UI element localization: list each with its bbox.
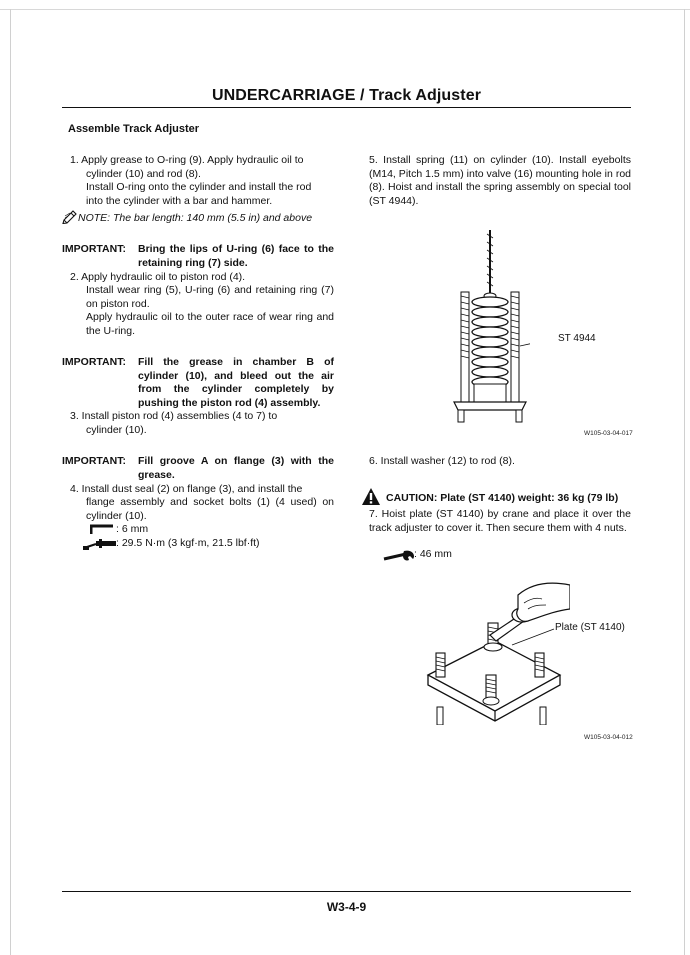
title-rule bbox=[62, 107, 631, 108]
note-text: NOTE: The bar length: 140 mm (5.5 in) and above bbox=[78, 212, 313, 224]
important-label: IMPORTANT: bbox=[62, 243, 126, 255]
step3-line1: 3. Install piston rod (4) assemblies (4 to 7) to bbox=[70, 410, 278, 422]
wrench-icon bbox=[382, 550, 416, 562]
figure2-label: Plate (ST 4140) bbox=[555, 622, 625, 633]
step1-line4: into the cylinder with a bar and hammer. bbox=[86, 194, 273, 207]
tool-wrench-size: : 46 mm bbox=[414, 548, 452, 560]
step2-para2: Apply hydraulic oil to the outer race of wear ring and the U-ring. bbox=[86, 311, 334, 337]
important-1 bbox=[62, 243, 334, 271]
tool-hex-size: : 6 mm bbox=[116, 523, 149, 535]
page-top-border bbox=[0, 9, 690, 10]
plate-illustration bbox=[420, 575, 570, 725]
page-right-border bbox=[684, 9, 685, 955]
important-body: Fill groove A on flange (3) with the grease. bbox=[138, 455, 334, 481]
footer-rule bbox=[62, 891, 631, 892]
figure1-label: ST 4944 bbox=[558, 333, 596, 344]
step2-para1: Install wear ring (5), U-ring (6) and retaining ring (7) on piston rod. bbox=[86, 284, 334, 310]
important-label: IMPORTANT: bbox=[62, 356, 126, 368]
step4-line1: 4. Install dust seal (2) on flange (3), and install the bbox=[70, 482, 303, 495]
important-body: Fill the grease in chamber B of cylinder (10), and bleed out the air from the cylinder completely by pushing the piston rod (4) assembly. bbox=[138, 356, 334, 409]
step6-text: 6. Install washer (12) to rod (8). bbox=[369, 455, 515, 467]
tool-torque-value: : 29.5 N·m (3 kgf·m, 21.5 lbf·ft) bbox=[116, 537, 260, 549]
hex-key-icon bbox=[90, 523, 114, 535]
caution-text: CAUTION: Plate (ST 4140) weight: 36 kg (79 lb) bbox=[386, 492, 619, 504]
step1-line3: Install O-ring onto the cylinder and install the rod bbox=[86, 181, 312, 193]
step7-text: 7. Hoist plate (ST 4140) by crane and place it over the track adjuster to cover it. Then secure them with 4 nuts. bbox=[369, 508, 631, 534]
page-title: UNDERCARRIAGE / Track Adjuster bbox=[211, 87, 482, 104]
step3-line2: cylinder (10). bbox=[86, 423, 147, 436]
important-2 bbox=[62, 356, 334, 412]
step2-line1: 2. Apply hydraulic oil to piston rod (4). bbox=[70, 270, 246, 283]
figure2-caption: W105-03-04-012 bbox=[584, 734, 633, 741]
step1-line1: 1. Apply grease to O-ring (9). Apply hydraulic oil to bbox=[70, 154, 304, 166]
important-label: IMPORTANT: bbox=[62, 455, 126, 467]
step1-line2: cylinder (10) and rod (8). bbox=[86, 167, 201, 180]
spring-tool-illustration bbox=[450, 226, 530, 426]
step5-text: 5. Install spring (11) on cylinder (10). Install eyebolts (M14, Pitch 1.5 mm) into valve (16) mounting hole in rod (8). Hoist and install the spring assembly on special tool (ST 4944). bbox=[369, 154, 631, 207]
page-left-border bbox=[10, 9, 11, 955]
important-3 bbox=[62, 455, 334, 483]
torque-wrench-icon bbox=[83, 537, 117, 551]
warning-icon bbox=[361, 487, 381, 506]
step4-para: flange assembly and socket bolts (1) (4 used) on cylinder (10). bbox=[86, 496, 334, 522]
section-title: Assemble Track Adjuster bbox=[68, 123, 200, 135]
pencil-note-icon bbox=[62, 209, 78, 224]
page-number: W3-4-9 bbox=[326, 900, 367, 914]
figure1-caption: W105-03-04-017 bbox=[584, 430, 633, 437]
important-body: Bring the lips of U-ring (6) face to the retaining ring (7) side. bbox=[138, 243, 334, 269]
